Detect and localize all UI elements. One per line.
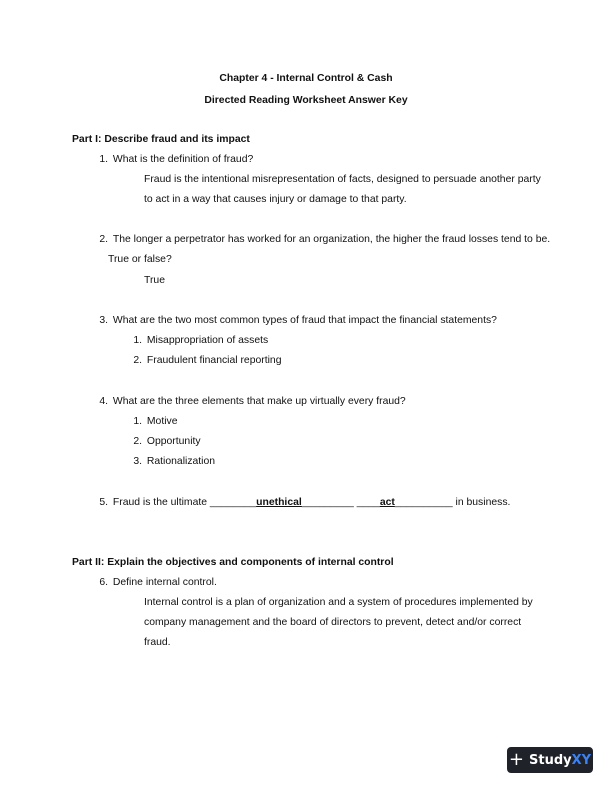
question-number: 2.	[99, 234, 108, 245]
list-item-number: 2.	[133, 355, 142, 366]
question-number: 1.	[99, 154, 108, 165]
list-item	[124, 436, 201, 447]
question-4	[90, 396, 406, 407]
list-item	[124, 416, 178, 427]
list-item-text: Misappropriation of assets	[146, 335, 269, 346]
question-6	[90, 577, 217, 588]
question-text: What is the definition of fraud?	[112, 154, 254, 165]
answer-2: True	[144, 275, 165, 286]
question-number: 5.	[99, 497, 108, 508]
plus-icon: +	[508, 748, 525, 770]
question-1	[90, 154, 253, 165]
answer-6-line3: fraud.	[144, 637, 171, 648]
list-item	[124, 335, 268, 346]
question-number: 4.	[99, 396, 108, 407]
list-item-number: 1.	[133, 416, 142, 427]
answer-6-line2: company management and the board of directors to prevent, detect and/or correct	[144, 617, 522, 628]
question-2-line2: True or false?	[108, 254, 172, 265]
question-5	[90, 497, 510, 508]
question-2	[90, 234, 550, 245]
blank-2-trail: __________	[394, 497, 453, 508]
question-3	[90, 315, 497, 326]
blank-2-lead: ____	[356, 497, 380, 508]
question-text: Define internal control.	[112, 577, 217, 588]
studyxy-logo[interactable]	[507, 747, 593, 773]
question-text: What are the three elements that make up virtually every fraud?	[112, 396, 406, 407]
blank-1-trail: _________	[301, 497, 354, 508]
document-subtitle: Directed Reading Worksheet Answer Key	[204, 95, 408, 106]
part2-heading: Part II: Explain the objectives and components of internal control	[72, 557, 394, 568]
list-item-number: 1.	[133, 335, 142, 346]
question-text: What are the two most common types of fraud that impact the financial statements?	[112, 315, 497, 326]
document-title: Chapter 4 - Internal Control & Cash	[219, 73, 393, 84]
list-item-text: Motive	[146, 416, 178, 427]
list-item-number: 3.	[133, 456, 142, 467]
blank-1-lead: ________	[209, 497, 257, 508]
list-item-text: Rationalization	[146, 456, 216, 467]
list-item-text: Opportunity	[146, 436, 201, 447]
blank-2-answer: act	[379, 497, 395, 508]
part1-heading: Part I: Describe fraud and its impact	[72, 134, 250, 145]
question-number: 6.	[99, 577, 108, 588]
question-text-prefix: Fraud is the ultimate	[112, 497, 210, 508]
answer-1-line1: Fraud is the intentional misrepresentation of facts, designed to persuade another party	[144, 174, 541, 185]
list-item-number: 2.	[133, 436, 142, 447]
list-item	[124, 456, 215, 467]
question-text: The longer a perpetrator has worked for an organization, the higher the fraud losses tend to be.	[112, 234, 551, 245]
list-item-text: Fraudulent financial reporting	[146, 355, 282, 366]
logo-text: StudyXY	[529, 752, 592, 768]
question-text-suffix: in business.	[452, 497, 511, 508]
answer-1-line2: to act in a way that causes injury or damage to that party.	[144, 194, 407, 205]
question-number: 3.	[99, 315, 108, 326]
answer-6-line1: Internal control is a plan of organization and a system of procedures implemented by	[144, 597, 533, 608]
blank-1-answer: unethical	[256, 497, 302, 508]
list-item	[124, 355, 281, 366]
